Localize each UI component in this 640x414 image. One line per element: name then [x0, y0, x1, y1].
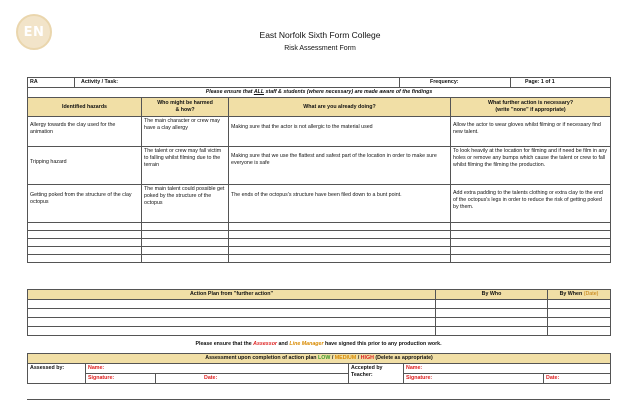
- action-plan-header: [28, 290, 611, 300]
- further-cell: To look heavily at the location for filming and if need be film in any holes or remove any bumps which cause the talent or crew to fall whilst filming the filming the production.: [451, 147, 611, 185]
- level-medium: MEDIUM: [334, 355, 357, 362]
- activity-cell: Activity / Task:: [75, 78, 400, 87]
- bottom-border: [27, 399, 610, 400]
- empty-row: [28, 231, 611, 239]
- action-plan-title: Action Plan from "further action": [28, 290, 436, 300]
- who-cell: The talent or crew may fall victim to falling whilst filming due to the terrain: [142, 147, 229, 185]
- who-cell: The main talent could possible get poked by the structure of the octopus: [142, 185, 229, 223]
- notice-all: ALL: [253, 89, 265, 95]
- table-row: [28, 117, 611, 147]
- table-row: [28, 185, 611, 223]
- table-row: [28, 147, 611, 185]
- college-logo: EN: [16, 14, 52, 50]
- empty-row: [28, 239, 611, 247]
- assessment-title: Assessment upon completion of action plan LOW / MEDIUM / HIGH (Delete as appropriate): [28, 354, 611, 364]
- header-row: [28, 98, 611, 117]
- further-cell: Allow the actor to wear gloves whilst filming or if necessary find new talent.: [451, 117, 611, 147]
- empty-row: [28, 309, 611, 318]
- hazard-cell: Getting poked from the structure of the clay octopus: [28, 185, 142, 223]
- college-name: East Norfolk Sixth Form College: [259, 30, 381, 40]
- empty-row: [28, 327, 611, 336]
- assessor-date-field[interactable]: Date:: [156, 374, 349, 384]
- empty-row: [28, 318, 611, 327]
- further-cell: Add extra padding to the talents clothing or extra clay to the end of the octopus's legs in order to reduce the risk of getting poked by them.: [451, 185, 611, 223]
- header-hazards: Identified hazards: [28, 98, 142, 117]
- teacher-date-field[interactable]: Date:: [544, 374, 611, 384]
- notice-row: [28, 88, 611, 98]
- doing-cell: Making sure that the actor is not allergic to the material used: [229, 117, 451, 147]
- by-when-header: By When (Date): [548, 290, 611, 300]
- header-who: Who might be harmed & how?: [142, 98, 229, 117]
- frequency-cell: Frequency:: [400, 78, 511, 87]
- by-who-header: By Who: [436, 290, 548, 300]
- ra-cell: RA: [28, 78, 75, 87]
- assessment-table: [27, 353, 611, 384]
- name-row: [28, 364, 611, 374]
- assessment-header: [28, 354, 611, 364]
- form-title: Risk Assessment Form: [284, 45, 356, 52]
- header-further: What further action is necessary? (write "none" if appropriate): [451, 98, 611, 117]
- hazard-cell: Tripping hazard: [28, 147, 142, 185]
- teacher-name-field[interactable]: Name:: [404, 364, 611, 374]
- doing-cell: The ends of the octopus's structure have been filed down to a bunt point.: [229, 185, 451, 223]
- hazard-cell: Allergy towards the clay used for the animation: [28, 117, 142, 147]
- assessor-label: Assessor: [253, 341, 277, 347]
- signature-row: [28, 374, 611, 384]
- assessor-name-field[interactable]: Name:: [86, 364, 349, 374]
- assessed-by-label: Assessed by:: [28, 364, 86, 384]
- who-cell: The main character or crew may have a clay allergy: [142, 117, 229, 147]
- line-manager-label: Line Manager: [289, 341, 324, 347]
- teacher-signature-field[interactable]: Signature:: [404, 374, 544, 384]
- doing-cell: Making sure that we use the flattest and safest part of the location in order to make sure everyone is safe: [229, 147, 451, 185]
- signoff-note: Please ensure that the Assessor and Line Manager have signed this prior to any production work.: [195, 341, 442, 347]
- page-cell: Page: 1 of 1: [525, 79, 555, 85]
- empty-row: [28, 255, 611, 263]
- accepted-by-label: Accepted by Teacher:: [349, 364, 404, 384]
- empty-row: [28, 247, 611, 255]
- level-low: LOW: [317, 355, 331, 362]
- level-high: HIGH: [360, 355, 374, 362]
- info-row: [28, 78, 611, 88]
- action-plan-table: [27, 289, 611, 336]
- risk-assessment-table: [27, 77, 611, 263]
- empty-row: [28, 223, 611, 231]
- empty-row: [28, 300, 611, 309]
- assessor-signature-field[interactable]: Signature:: [86, 374, 156, 384]
- header-doing: What are you already doing?: [229, 98, 451, 117]
- notice-text: Please ensure that ALL staff & students (where necessary) are made aware of the findings: [28, 88, 611, 98]
